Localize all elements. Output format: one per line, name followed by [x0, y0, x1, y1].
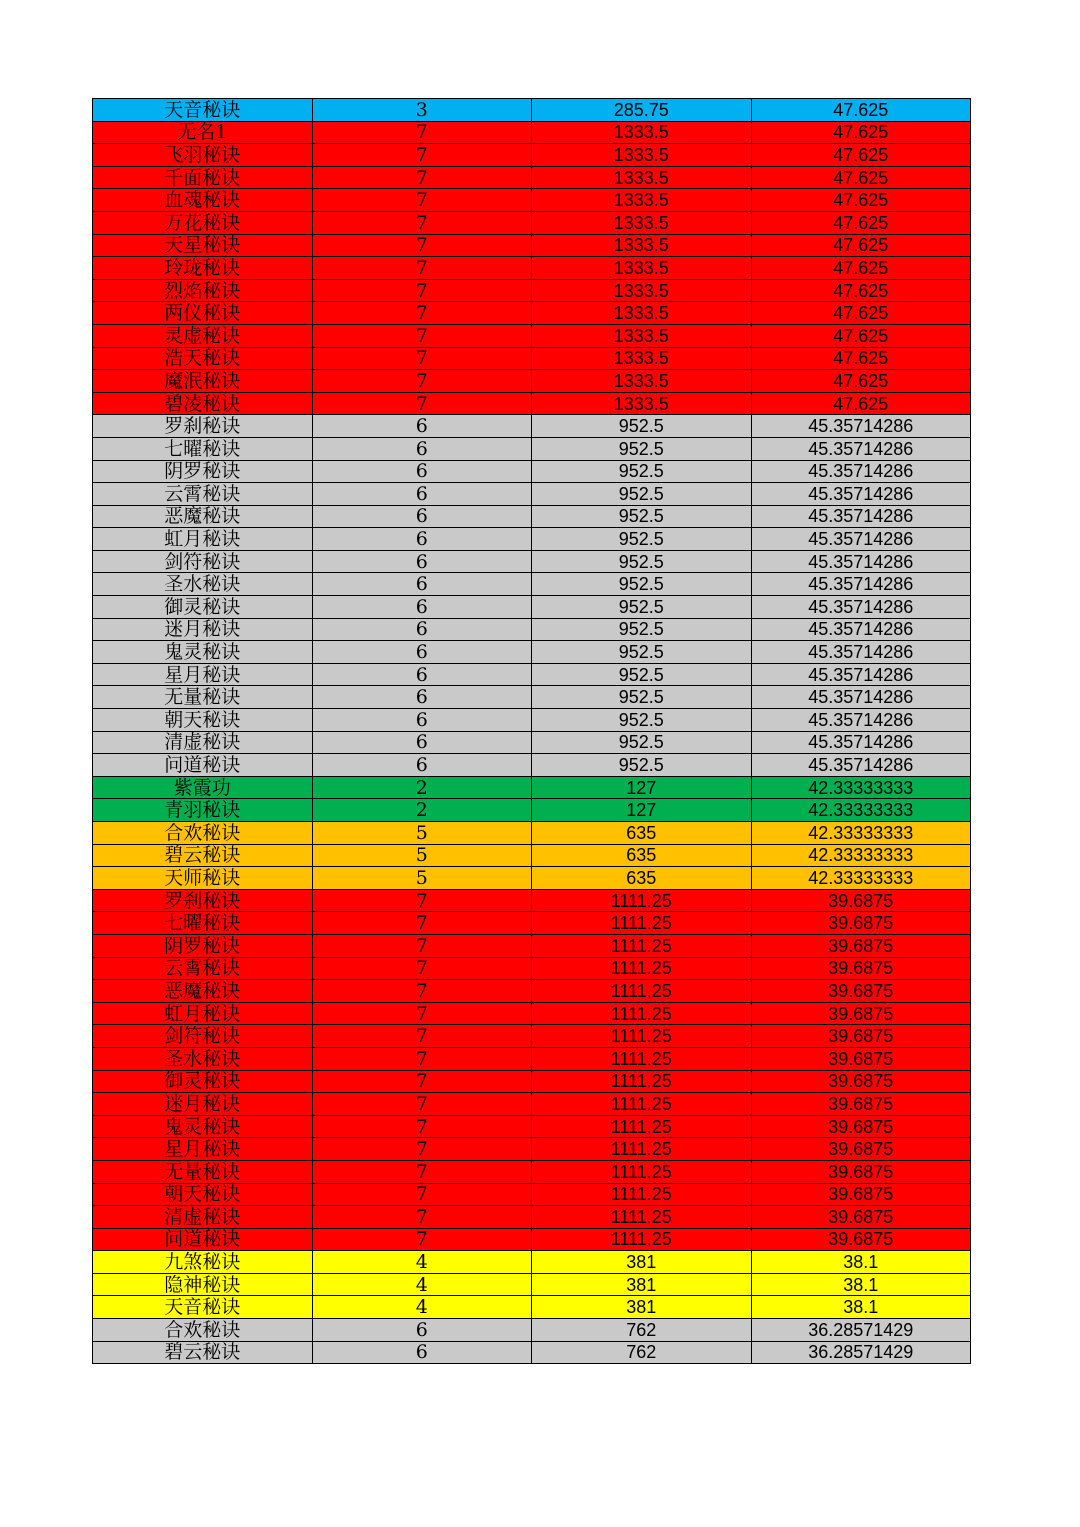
name-cell[interactable]: 星月秘诀	[93, 1138, 313, 1161]
table-row	[93, 867, 971, 890]
total-cell[interactable]: 1111.25	[532, 1115, 752, 1138]
count-cell[interactable]: 5	[312, 822, 532, 845]
count-cell[interactable]: 6	[312, 709, 532, 732]
count-cell[interactable]: 7	[312, 166, 532, 189]
table-row	[93, 1093, 971, 1116]
count-cell[interactable]: 7	[312, 934, 532, 957]
total-cell[interactable]: 285.75	[532, 99, 752, 122]
table-row	[93, 1206, 971, 1229]
name-cell[interactable]: 天音秘诀	[93, 1296, 313, 1319]
average-cell[interactable]: 39.6875	[751, 1206, 971, 1229]
count-cell[interactable]: 7	[312, 370, 532, 393]
average-cell[interactable]: 42.33333333	[751, 822, 971, 845]
name-cell[interactable]: 七曜秘诀	[93, 912, 313, 935]
average-cell[interactable]: 36.28571429	[751, 1319, 971, 1342]
count-cell[interactable]: 7	[312, 279, 532, 302]
average-cell[interactable]: 42.33333333	[751, 799, 971, 822]
total-cell[interactable]: 1111.25	[532, 912, 752, 935]
table-body	[93, 99, 971, 1364]
total-cell[interactable]: 127	[532, 776, 752, 799]
average-cell[interactable]: 39.6875	[751, 1115, 971, 1138]
name-cell[interactable]: 迷月秘诀	[93, 618, 313, 641]
count-cell[interactable]: 7	[312, 121, 532, 144]
table-row	[93, 641, 971, 664]
name-cell[interactable]: 剑符秘诀	[93, 550, 313, 573]
count-cell[interactable]: 2	[312, 799, 532, 822]
average-cell[interactable]: 45.35714286	[751, 686, 971, 709]
total-cell[interactable]: 952.5	[532, 437, 752, 460]
table-row	[93, 1319, 971, 1342]
count-cell[interactable]: 6	[312, 1319, 532, 1342]
name-cell[interactable]: 青羽秘诀	[93, 799, 313, 822]
table-row	[93, 912, 971, 935]
average-cell[interactable]: 45.35714286	[751, 663, 971, 686]
count-cell[interactable]: 6	[312, 415, 532, 438]
total-cell[interactable]: 952.5	[532, 573, 752, 596]
count-cell[interactable]: 7	[312, 980, 532, 1003]
table-row	[93, 99, 971, 122]
average-cell[interactable]: 47.625	[751, 279, 971, 302]
table-row	[93, 121, 971, 144]
average-cell[interactable]: 42.33333333	[751, 867, 971, 890]
table-row	[93, 166, 971, 189]
count-cell[interactable]: 6	[312, 641, 532, 664]
name-cell[interactable]: 飞羽秘诀	[93, 144, 313, 167]
average-cell[interactable]: 47.625	[751, 211, 971, 234]
table-row	[93, 144, 971, 167]
name-cell[interactable]: 圣水秘诀	[93, 573, 313, 596]
table-row	[93, 528, 971, 551]
table-row	[93, 889, 971, 912]
table-row	[93, 1160, 971, 1183]
count-cell[interactable]: 7	[312, 1138, 532, 1161]
count-cell[interactable]: 6	[312, 663, 532, 686]
table-row	[93, 799, 971, 822]
average-cell[interactable]: 45.35714286	[751, 505, 971, 528]
total-cell[interactable]: 1111.25	[532, 1183, 752, 1206]
name-cell[interactable]: 合欢秘诀	[93, 822, 313, 845]
table-row	[93, 1070, 971, 1093]
name-cell[interactable]: 灵虚秘诀	[93, 324, 313, 347]
table-row	[93, 934, 971, 957]
average-cell[interactable]: 39.6875	[751, 934, 971, 957]
average-cell[interactable]: 47.625	[751, 347, 971, 370]
name-cell[interactable]: 问道秘诀	[93, 1228, 313, 1251]
total-cell[interactable]: 1111.25	[532, 1206, 752, 1229]
table-row	[93, 392, 971, 415]
name-cell[interactable]: 无名1	[93, 121, 313, 144]
count-cell[interactable]: 7	[312, 1228, 532, 1251]
name-cell[interactable]: 天师秘诀	[93, 867, 313, 890]
total-cell[interactable]: 381	[532, 1251, 752, 1274]
count-cell[interactable]: 6	[312, 618, 532, 641]
count-cell[interactable]: 7	[312, 302, 532, 325]
table-row	[93, 822, 971, 845]
count-cell[interactable]: 7	[312, 957, 532, 980]
table-row	[93, 663, 971, 686]
average-cell[interactable]: 47.625	[751, 234, 971, 257]
table-row	[93, 686, 971, 709]
table-row	[93, 957, 971, 980]
average-cell[interactable]: 45.35714286	[751, 731, 971, 754]
total-cell[interactable]: 952.5	[532, 505, 752, 528]
average-cell[interactable]: 45.35714286	[751, 596, 971, 619]
count-cell[interactable]: 7	[312, 257, 532, 280]
total-cell[interactable]: 1333.5	[532, 121, 752, 144]
total-cell[interactable]: 952.5	[532, 686, 752, 709]
table-row	[93, 1251, 971, 1274]
count-cell[interactable]: 7	[312, 189, 532, 212]
total-cell[interactable]: 1333.5	[532, 189, 752, 212]
average-cell[interactable]: 47.625	[751, 166, 971, 189]
name-cell[interactable]: 星月秘诀	[93, 663, 313, 686]
count-cell[interactable]: 2	[312, 776, 532, 799]
total-cell[interactable]: 952.5	[532, 709, 752, 732]
total-cell[interactable]: 1111.25	[532, 980, 752, 1003]
count-cell[interactable]: 7	[312, 1047, 532, 1070]
name-cell[interactable]: 迷月秘诀	[93, 1093, 313, 1116]
average-cell[interactable]: 39.6875	[751, 912, 971, 935]
name-cell[interactable]: 清虚秘诀	[93, 731, 313, 754]
name-cell[interactable]: 问道秘诀	[93, 754, 313, 777]
average-cell[interactable]: 39.6875	[751, 1002, 971, 1025]
total-cell[interactable]: 1333.5	[532, 302, 752, 325]
table-row	[93, 1341, 971, 1364]
table-row	[93, 709, 971, 732]
count-cell[interactable]: 7	[312, 1070, 532, 1093]
total-cell[interactable]: 1111.25	[532, 1002, 752, 1025]
spreadsheet	[92, 98, 970, 1364]
total-cell[interactable]: 1333.5	[532, 370, 752, 393]
name-cell[interactable]: 云霄秘诀	[93, 957, 313, 980]
total-cell[interactable]: 1111.25	[532, 1093, 752, 1116]
table-row	[93, 596, 971, 619]
average-cell[interactable]: 47.625	[751, 189, 971, 212]
name-cell[interactable]: 血魂秘诀	[93, 189, 313, 212]
table-row	[93, 1138, 971, 1161]
count-cell[interactable]: 7	[312, 1183, 532, 1206]
name-cell[interactable]: 浩天秘诀	[93, 347, 313, 370]
count-cell[interactable]: 4	[312, 1296, 532, 1319]
name-cell[interactable]: 御灵秘诀	[93, 596, 313, 619]
total-cell[interactable]: 1111.25	[532, 1025, 752, 1048]
count-cell[interactable]: 7	[312, 1115, 532, 1138]
count-cell[interactable]: 6	[312, 754, 532, 777]
total-cell[interactable]: 381	[532, 1273, 752, 1296]
table-row	[93, 460, 971, 483]
name-cell[interactable]: 圣水秘诀	[93, 1047, 313, 1070]
average-cell[interactable]: 39.6875	[751, 1138, 971, 1161]
average-cell[interactable]: 45.35714286	[751, 437, 971, 460]
count-cell[interactable]: 6	[312, 437, 532, 460]
data-table	[92, 98, 971, 1364]
table-row	[93, 189, 971, 212]
total-cell[interactable]: 127	[532, 799, 752, 822]
average-cell[interactable]: 38.1	[751, 1273, 971, 1296]
average-cell[interactable]: 45.35714286	[751, 754, 971, 777]
table-row	[93, 415, 971, 438]
count-cell[interactable]: 7	[312, 1093, 532, 1116]
count-cell[interactable]: 6	[312, 483, 532, 506]
total-cell[interactable]: 1333.5	[532, 257, 752, 280]
table-row	[93, 483, 971, 506]
count-cell[interactable]: 6	[312, 505, 532, 528]
name-cell[interactable]: 阴罗秘诀	[93, 934, 313, 957]
table-row	[93, 211, 971, 234]
name-cell[interactable]: 虹月秘诀	[93, 528, 313, 551]
total-cell[interactable]: 1111.25	[532, 957, 752, 980]
name-cell[interactable]: 碧凌秘诀	[93, 392, 313, 415]
table-row	[93, 731, 971, 754]
name-cell[interactable]: 恶魔秘诀	[93, 505, 313, 528]
average-cell[interactable]: 39.6875	[751, 1160, 971, 1183]
average-cell[interactable]: 38.1	[751, 1251, 971, 1274]
count-cell[interactable]: 7	[312, 1160, 532, 1183]
name-cell[interactable]: 烈焰秘诀	[93, 279, 313, 302]
total-cell[interactable]: 1333.5	[532, 234, 752, 257]
total-cell[interactable]: 762	[532, 1341, 752, 1364]
count-cell[interactable]: 7	[312, 211, 532, 234]
table-row	[93, 1228, 971, 1251]
table-row	[93, 257, 971, 280]
total-cell[interactable]: 1333.5	[532, 392, 752, 415]
name-cell[interactable]: 朝天秘诀	[93, 1183, 313, 1206]
name-cell[interactable]: 罗刹秘诀	[93, 415, 313, 438]
count-cell[interactable]: 7	[312, 912, 532, 935]
total-cell[interactable]: 1333.5	[532, 144, 752, 167]
table-row	[93, 1047, 971, 1070]
average-cell[interactable]: 47.625	[751, 121, 971, 144]
total-cell[interactable]: 952.5	[532, 415, 752, 438]
table-row	[93, 618, 971, 641]
count-cell[interactable]: 5	[312, 867, 532, 890]
table-row	[93, 754, 971, 777]
average-cell[interactable]: 39.6875	[751, 1183, 971, 1206]
total-cell[interactable]: 1333.5	[532, 324, 752, 347]
average-cell[interactable]: 39.6875	[751, 957, 971, 980]
count-cell[interactable]: 7	[312, 889, 532, 912]
average-cell[interactable]: 47.625	[751, 324, 971, 347]
average-cell[interactable]: 42.33333333	[751, 844, 971, 867]
count-cell[interactable]: 4	[312, 1251, 532, 1274]
table-row	[93, 234, 971, 257]
average-cell[interactable]: 42.33333333	[751, 776, 971, 799]
total-cell[interactable]: 381	[532, 1296, 752, 1319]
total-cell[interactable]: 1111.25	[532, 934, 752, 957]
total-cell[interactable]: 1333.5	[532, 211, 752, 234]
average-cell[interactable]: 45.35714286	[751, 709, 971, 732]
count-cell[interactable]: 7	[312, 234, 532, 257]
total-cell[interactable]: 1111.25	[532, 1228, 752, 1251]
table-row	[93, 550, 971, 573]
total-cell[interactable]: 952.5	[532, 596, 752, 619]
name-cell[interactable]: 恶魔秘诀	[93, 980, 313, 1003]
name-cell[interactable]: 天音秘诀	[93, 99, 313, 122]
table-row	[93, 370, 971, 393]
name-cell[interactable]: 碧云秘诀	[93, 844, 313, 867]
average-cell[interactable]: 45.35714286	[751, 460, 971, 483]
average-cell[interactable]: 36.28571429	[751, 1341, 971, 1364]
total-cell[interactable]: 1333.5	[532, 166, 752, 189]
table-row	[93, 776, 971, 799]
table-row	[93, 347, 971, 370]
total-cell[interactable]: 952.5	[532, 731, 752, 754]
average-cell[interactable]: 45.35714286	[751, 528, 971, 551]
count-cell[interactable]: 6	[312, 731, 532, 754]
name-cell[interactable]: 御灵秘诀	[93, 1070, 313, 1093]
total-cell[interactable]: 1111.25	[532, 1138, 752, 1161]
average-cell[interactable]: 45.35714286	[751, 573, 971, 596]
name-cell[interactable]: 魔泯秘诀	[93, 370, 313, 393]
name-cell[interactable]: 虹月秘诀	[93, 1002, 313, 1025]
total-cell[interactable]: 952.5	[532, 528, 752, 551]
table-row	[93, 324, 971, 347]
count-cell[interactable]: 6	[312, 550, 532, 573]
average-cell[interactable]: 47.625	[751, 370, 971, 393]
average-cell[interactable]: 39.6875	[751, 1047, 971, 1070]
name-cell[interactable]: 无量秘诀	[93, 1160, 313, 1183]
average-cell[interactable]: 47.625	[751, 392, 971, 415]
average-cell[interactable]: 47.625	[751, 99, 971, 122]
total-cell[interactable]: 635	[532, 867, 752, 890]
average-cell[interactable]: 45.35714286	[751, 641, 971, 664]
name-cell[interactable]: 两仪秘诀	[93, 302, 313, 325]
average-cell[interactable]: 38.1	[751, 1296, 971, 1319]
count-cell[interactable]: 7	[312, 324, 532, 347]
table-row	[93, 1273, 971, 1296]
name-cell[interactable]: 阴罗秘诀	[93, 460, 313, 483]
average-cell[interactable]: 39.6875	[751, 980, 971, 1003]
name-cell[interactable]: 七曜秘诀	[93, 437, 313, 460]
total-cell[interactable]: 952.5	[532, 460, 752, 483]
average-cell[interactable]: 45.35714286	[751, 618, 971, 641]
total-cell[interactable]: 1111.25	[532, 889, 752, 912]
name-cell[interactable]: 朝天秘诀	[93, 709, 313, 732]
name-cell[interactable]: 剑符秘诀	[93, 1025, 313, 1048]
name-cell[interactable]: 天星秘诀	[93, 234, 313, 257]
total-cell[interactable]: 635	[532, 844, 752, 867]
count-cell[interactable]: 6	[312, 686, 532, 709]
table-row	[93, 1115, 971, 1138]
total-cell[interactable]: 952.5	[532, 641, 752, 664]
average-cell[interactable]: 39.6875	[751, 889, 971, 912]
name-cell[interactable]: 罗刹秘诀	[93, 889, 313, 912]
total-cell[interactable]: 952.5	[532, 754, 752, 777]
count-cell[interactable]: 4	[312, 1273, 532, 1296]
table-row	[93, 279, 971, 302]
count-cell[interactable]: 3	[312, 99, 532, 122]
total-cell[interactable]: 952.5	[532, 483, 752, 506]
table-row	[93, 844, 971, 867]
total-cell[interactable]: 1111.25	[532, 1070, 752, 1093]
count-cell[interactable]: 6	[312, 573, 532, 596]
table-row	[93, 1025, 971, 1048]
name-cell[interactable]: 碧云秘诀	[93, 1341, 313, 1364]
count-cell[interactable]: 7	[312, 392, 532, 415]
total-cell[interactable]: 635	[532, 822, 752, 845]
average-cell[interactable]: 39.6875	[751, 1228, 971, 1251]
average-cell[interactable]: 45.35714286	[751, 550, 971, 573]
total-cell[interactable]: 952.5	[532, 618, 752, 641]
count-cell[interactable]: 6	[312, 528, 532, 551]
total-cell[interactable]: 1333.5	[532, 347, 752, 370]
average-cell[interactable]: 39.6875	[751, 1093, 971, 1116]
average-cell[interactable]: 47.625	[751, 257, 971, 280]
count-cell[interactable]: 7	[312, 144, 532, 167]
table-row	[93, 1296, 971, 1319]
name-cell[interactable]: 九煞秘诀	[93, 1251, 313, 1274]
table-row	[93, 980, 971, 1003]
total-cell[interactable]: 1333.5	[532, 279, 752, 302]
table-row	[93, 573, 971, 596]
name-cell[interactable]: 千面秘诀	[93, 166, 313, 189]
table-row	[93, 505, 971, 528]
count-cell[interactable]: 6	[312, 1341, 532, 1364]
total-cell[interactable]: 762	[532, 1319, 752, 1342]
total-cell[interactable]: 952.5	[532, 550, 752, 573]
count-cell[interactable]: 5	[312, 844, 532, 867]
average-cell[interactable]: 39.6875	[751, 1070, 971, 1093]
total-cell[interactable]: 1111.25	[532, 1047, 752, 1070]
average-cell[interactable]: 47.625	[751, 144, 971, 167]
count-cell[interactable]: 7	[312, 347, 532, 370]
table-row	[93, 302, 971, 325]
count-cell[interactable]: 7	[312, 1206, 532, 1229]
name-cell[interactable]: 万花秘诀	[93, 211, 313, 234]
name-cell[interactable]: 鬼灵秘诀	[93, 641, 313, 664]
name-cell[interactable]: 合欢秘诀	[93, 1319, 313, 1342]
average-cell[interactable]: 47.625	[751, 302, 971, 325]
count-cell[interactable]: 7	[312, 1025, 532, 1048]
average-cell[interactable]: 45.35714286	[751, 415, 971, 438]
average-cell[interactable]: 45.35714286	[751, 483, 971, 506]
name-cell[interactable]: 清虚秘诀	[93, 1206, 313, 1229]
name-cell[interactable]: 云霄秘诀	[93, 483, 313, 506]
name-cell[interactable]: 无量秘诀	[93, 686, 313, 709]
total-cell[interactable]: 1111.25	[532, 1160, 752, 1183]
name-cell[interactable]: 隐神秘诀	[93, 1273, 313, 1296]
count-cell[interactable]: 6	[312, 460, 532, 483]
table-row	[93, 1002, 971, 1025]
total-cell[interactable]: 952.5	[532, 663, 752, 686]
name-cell[interactable]: 紫霞功	[93, 776, 313, 799]
name-cell[interactable]: 鬼灵秘诀	[93, 1115, 313, 1138]
count-cell[interactable]: 6	[312, 596, 532, 619]
table-row	[93, 1183, 971, 1206]
name-cell[interactable]: 玲珑秘诀	[93, 257, 313, 280]
average-cell[interactable]: 39.6875	[751, 1025, 971, 1048]
table-row	[93, 437, 971, 460]
count-cell[interactable]: 7	[312, 1002, 532, 1025]
